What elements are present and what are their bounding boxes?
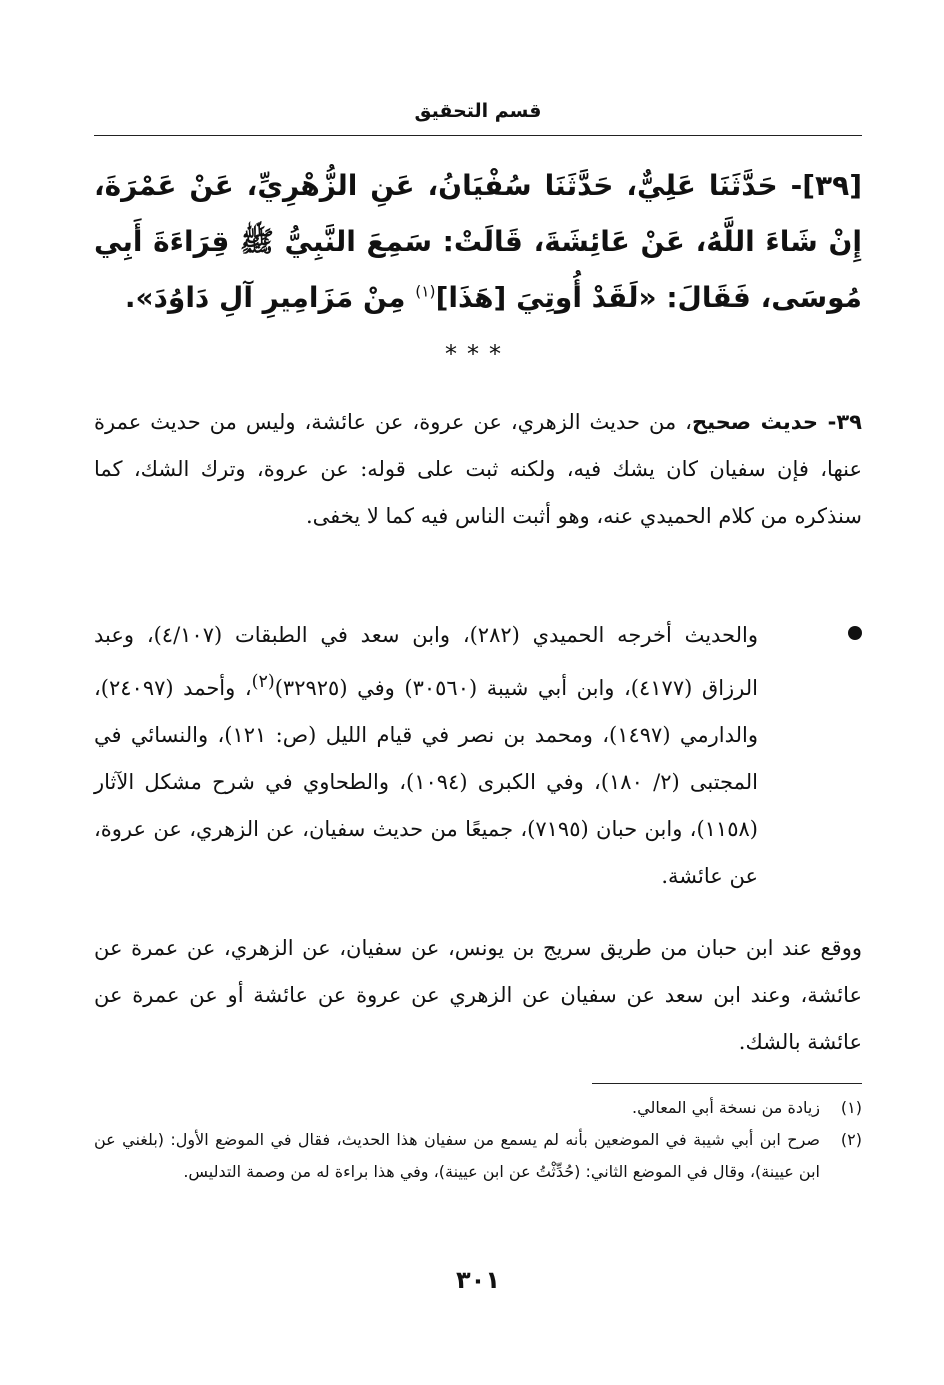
takhrij-text-part2: ، وأحمد (٢٤٠٩٧)، والدارمي (١٤٩٧)، ومحمد بن نصر في قيام الليل (ص: ١٢١)، والنسائي في المجتبى (٢/ ١٨٠)، وفي الكبرى (١٠٩٤)، والطحاوي في شرح مشكل الآثار (١١٥٨)، وابن حبان (٧١٩٥)، جميعًا من حديث سفيان، عن الزهري، عن عروة، عن عائشة. — [94, 676, 758, 888]
takhrij-text-part1: والحديث أخرجه الحميدي (٢٨٢)، وابن سعد في الطبقات (٤/١٠٧)، وعبد الرزاق (٤١٧٧)، وابن أبي شيبة (٣٠٥٦٠) وفي (٣٢٩٢٥) — [94, 623, 758, 700]
takhrij-bullet-item — [94, 612, 862, 900]
footnote-rule — [592, 1083, 862, 1084]
footnote-text: زيادة من نسخة أبي المعالي. — [632, 1098, 820, 1117]
takhrij-text — [94, 612, 758, 900]
footnote-ref-1: (١) — [415, 282, 436, 301]
header-rule — [94, 135, 862, 136]
footnote-2 — [94, 1124, 862, 1188]
footnote-number: (١) — [840, 1098, 862, 1117]
footnote-1 — [94, 1092, 862, 1124]
bullet-icon — [848, 626, 862, 640]
commentary-paragraph-1-text: ، من حديث الزهري، عن عروة، عن عائشة، وليس من حديث عمرة عنها، فإن سفيان كان يشك فيه، ولكنه ثبت على قوله: عن عروة، وترك الشك، كما سنذكره من كلام الحميدي عنه، وهو أثبت الناس فيه كما لا يخفى. — [94, 410, 862, 528]
section-separator: *** — [445, 340, 511, 368]
hadith-text-end: مِنْ مَزَامِيرِ آلِ دَاوُدَ». — [124, 281, 416, 314]
page-number: ٣٠١ — [456, 1266, 500, 1294]
footnotes — [94, 1092, 862, 1188]
footnote-ref-2: (٢) — [251, 672, 275, 692]
hadith-text-block — [94, 158, 862, 326]
hadith-text: - حَدَّثَنَا عَلِيٌّ، حَدَّثَنَا سُفْيَانُ، عَنِ الزُّهْرِيِّ، عَنْ عَمْرَةَ، إِنْ شَاءَ اللَّهُ، عَنْ عَائِشَةَ، قَالَتْ: سَمِعَ النَّبِيُّ ﷺ قِرَاءَةَ أَبِي مُوسَى، فَقَالَ: «لَقَدْ أُوتِيَ [هَذَا] — [94, 169, 862, 314]
hadith-number: [٣٩] — [802, 169, 862, 202]
commentary-paragraph-1 — [94, 399, 862, 540]
commentary-paragraph-3: ووقع عند ابن حبان من طريق سريج بن يونس، عن سفيان، عن الزهري، عن عمرة عن عائشة، وعند ابن سعد عن سفيان عن الزهري عن عروة عن عائشة أو عن عمرة عن عائشة بالشك. — [94, 936, 862, 1054]
footnote-text: صرح ابن أبي شيبة في الموضعين بأنه لم يسمع من سفيان هذا الحديث، فقال في الموضع الأول: (بلغني عن ابن عيينة)، وقال في الموضع الثاني: (حُدِّثْتُ عن ابن عيينة)، وفي هذا براءة له من وصمة التدليس. — [94, 1130, 820, 1181]
footnote-number: (٢) — [840, 1130, 862, 1149]
running-title: قسم التحقيق — [414, 100, 542, 122]
commentary-lead: ٣٩- حديث صحيح — [691, 410, 862, 434]
